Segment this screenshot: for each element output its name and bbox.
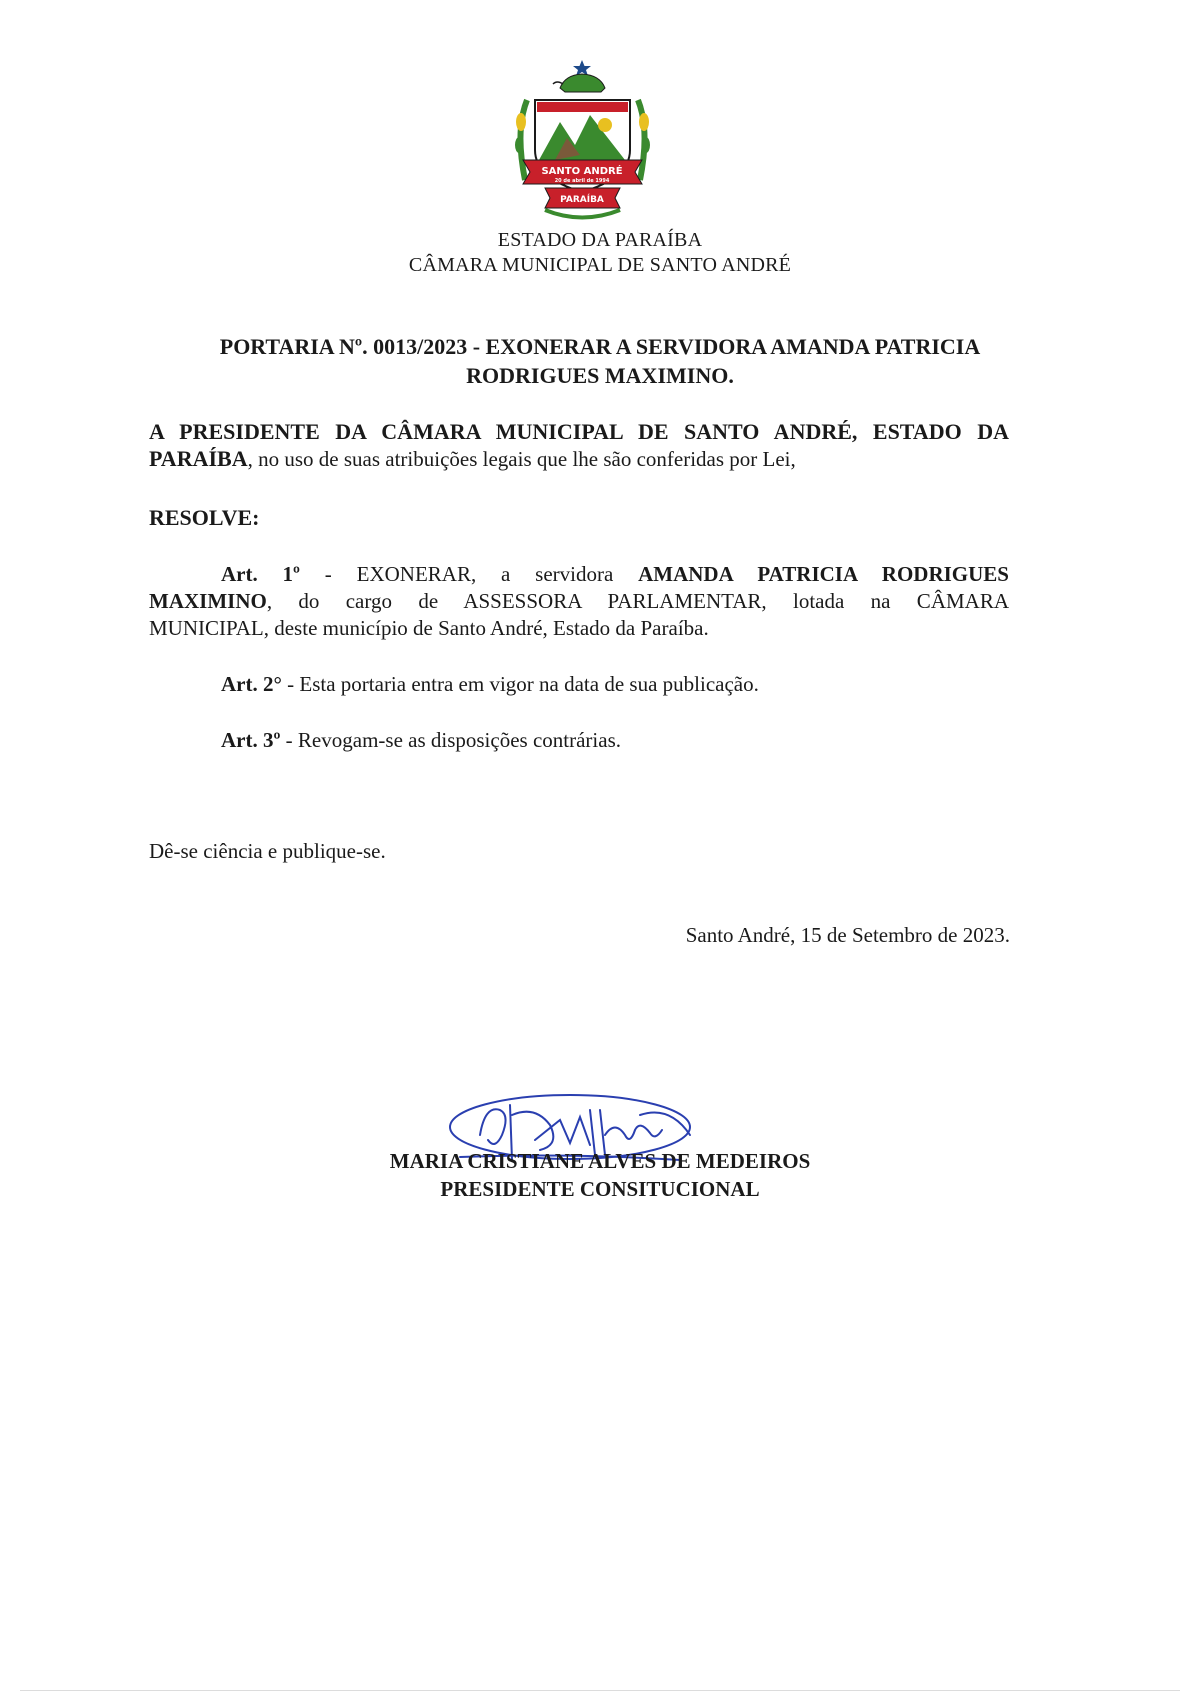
intro-rest: , no uso de suas atribuições legais que lhe são conferidas por Lei, xyxy=(247,447,796,471)
crest-name-ribbon: SANTO ANDRÉ xyxy=(541,166,623,177)
article-1-label: Art. 1º xyxy=(221,562,300,586)
date-line: Santo André, 15 de Setembro de 2023. xyxy=(685,923,1010,947)
article-1-line-1 xyxy=(221,561,1009,588)
coat-of-arms-icon xyxy=(505,60,660,220)
crest-date-ribbon: 20 de abril de 1994 xyxy=(554,178,610,184)
header-state: ESTADO DA PARAÍBA xyxy=(497,229,703,251)
article-3-label: Art. 3º xyxy=(221,728,281,752)
ordinance-title-line-2: RODRIGUES MAXIMINO. xyxy=(466,363,734,388)
header-chamber: CÂMARA MUNICIPAL DE SANTO ANDRÉ xyxy=(408,254,792,276)
article-3-text: - Revogam-se as disposições contrárias. xyxy=(280,728,621,752)
article-1-line-3: MUNICIPAL, deste município de Santo André, Estado da Paraíba. xyxy=(149,616,709,640)
article-2-text: - Esta portaria entra em vigor na data de sua publicação. xyxy=(281,672,759,696)
intro-line-1: A PRESIDENTE DA CÂMARA MUNICIPAL DE SANTO ANDRÉ, ESTADO DA xyxy=(149,419,1009,444)
intro-line-2 xyxy=(149,445,796,473)
closing-statement: Dê-se ciência e publique-se. xyxy=(149,839,386,863)
article-2 xyxy=(221,671,759,698)
signatory-name: MARIA CRISTIANE ALVES DE MEDEIROS xyxy=(389,1149,811,1173)
article-1-name-a: AMANDA PATRICIA RODRIGUES xyxy=(638,562,1009,586)
signatory-role: PRESIDENTE CONSITUCIONAL xyxy=(440,1177,760,1201)
article-1-name-b: MAXIMINO xyxy=(149,589,267,613)
article-3 xyxy=(221,727,621,754)
article-2-label: Art. 2° xyxy=(221,672,282,696)
intro-state-bold: PARAÍBA xyxy=(149,446,248,471)
article-1-text-a: - EXONERAR, a servidora xyxy=(299,562,639,586)
ordinance-title-line-1: PORTARIA Nº. 0013/2023 - EXONERAR A SERVIDORA AMANDA PATRICIA xyxy=(219,334,981,359)
article-1-text-b: , do cargo de ASSESSORA PARLAMENTAR, lotada na CÂMARA xyxy=(266,589,1009,613)
page-bottom-divider xyxy=(20,1690,1180,1691)
crest-state-ribbon: PARAÍBA xyxy=(560,195,604,205)
article-1-line-2 xyxy=(149,588,1009,615)
resolve-heading: RESOLVE: xyxy=(149,505,260,530)
